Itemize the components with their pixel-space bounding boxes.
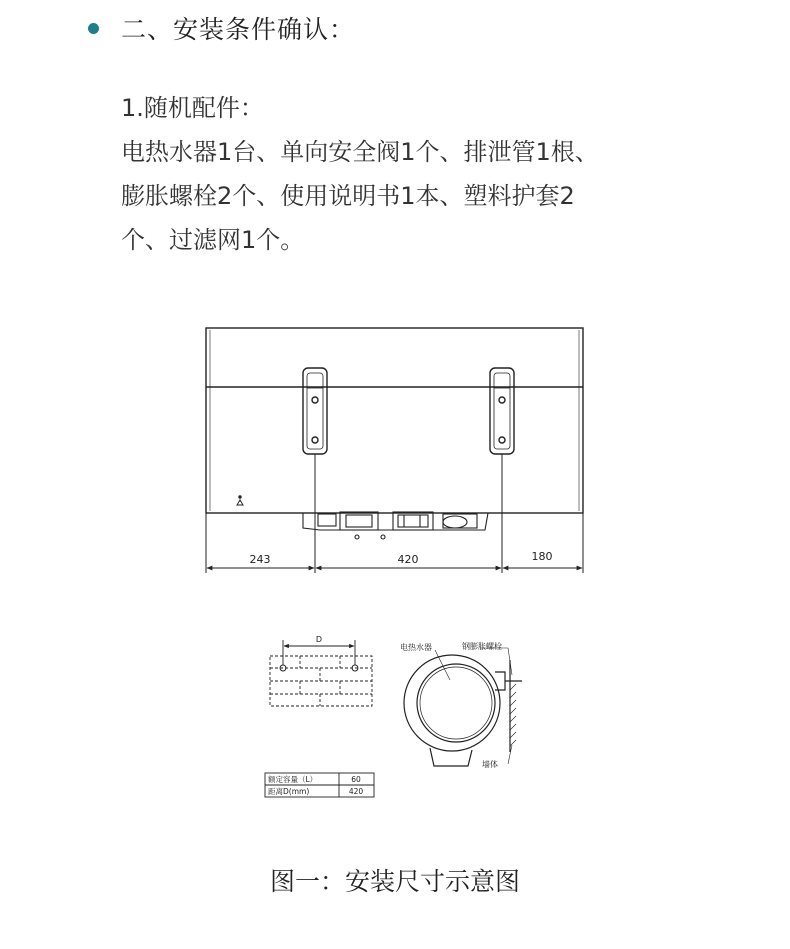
figure-caption: 图一：安装尺寸示意图: [269, 867, 520, 896]
label-expansion-bolt: 钢膨胀螺栓: [462, 642, 502, 651]
label-water-heater: 电热水器: [400, 643, 432, 652]
wall-bolt-diagram: [270, 640, 372, 706]
subheading: 1.随机配件：: [121, 94, 264, 122]
indicator-icon: [237, 496, 243, 505]
section-title: 二、安装条件确认：: [121, 15, 356, 44]
label-wall: 墙体: [482, 760, 498, 769]
paragraph-line: 个、过滤网1个。: [121, 226, 305, 254]
table-cell: 额定容量（L）: [268, 775, 318, 784]
paragraph-line: 电热水器1台、单向安全阀1个、排泄管1根、: [121, 138, 599, 166]
table-cell: 60: [351, 775, 361, 784]
paragraph-line: 膨胀螺栓2个、使用说明书1本、塑料护套2: [121, 182, 575, 210]
mount-bracket-left: [303, 368, 327, 454]
heater-body-outline: [206, 328, 583, 513]
bottom-fittings: [303, 512, 488, 539]
dimension-label-right: 180: [531, 550, 553, 563]
front-view-heater: [206, 328, 583, 573]
side-view-heater: [404, 648, 522, 766]
dimension-label-left: 243: [249, 553, 271, 566]
table-cell: 420: [348, 787, 364, 796]
distance-label-d: D: [315, 635, 323, 644]
dimension-label-middle: 420: [397, 553, 419, 566]
table-cell: 距离D(mm): [268, 787, 310, 796]
mount-bracket-right: [490, 368, 514, 454]
